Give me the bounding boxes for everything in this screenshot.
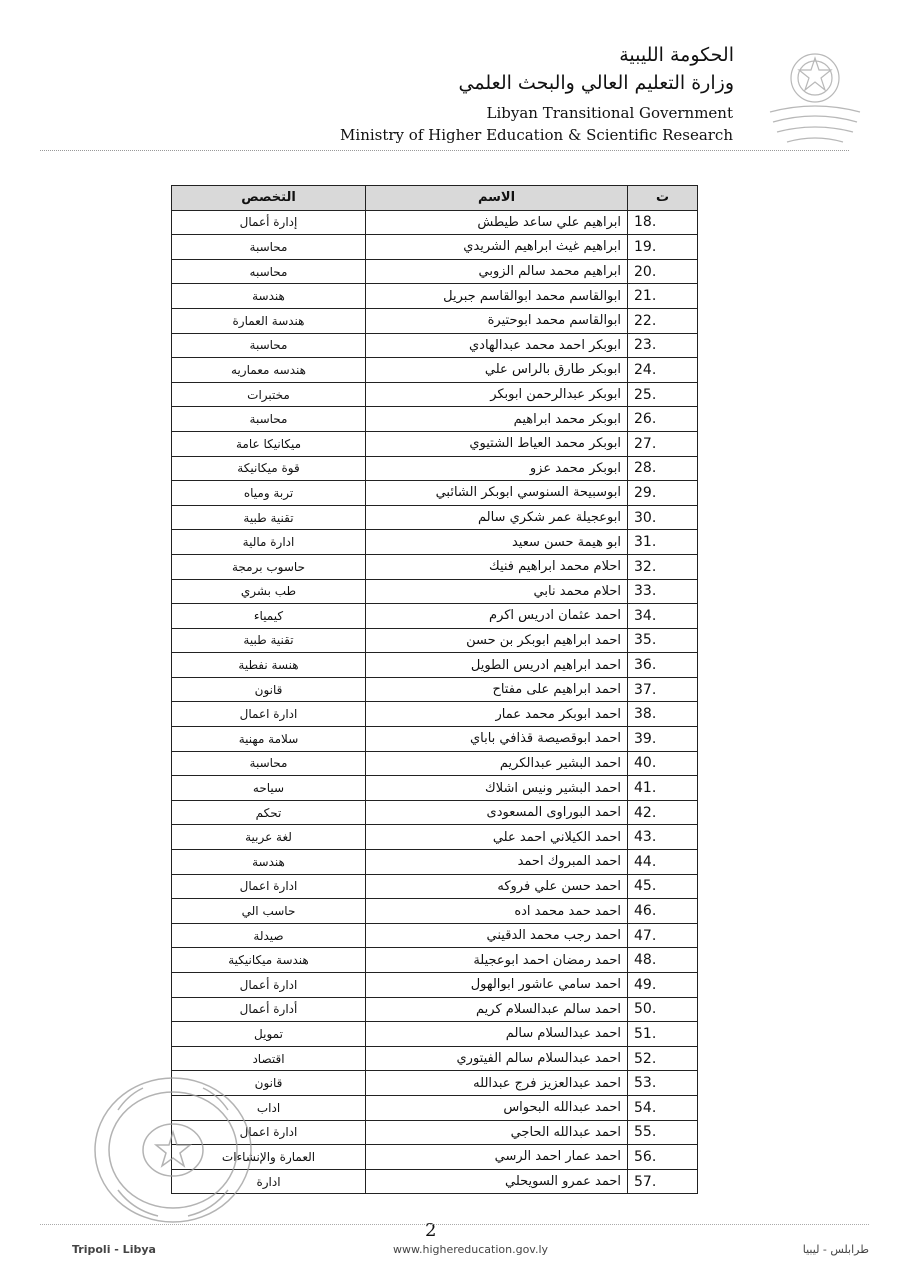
row-number: 46. [628, 899, 698, 924]
table-row [172, 604, 698, 629]
student-roster-table [171, 185, 698, 1194]
row-number: 54. [628, 1095, 698, 1120]
table-row [172, 259, 698, 284]
government-name-english: Libyan Transitional Government [486, 104, 733, 122]
row-specialty: تمويل [172, 1022, 366, 1047]
row-name: احمد عبدالله الحاجي [366, 1120, 628, 1145]
table-header-row [172, 186, 698, 211]
row-name: احلام محمد ابراهيم فنيك [366, 554, 628, 579]
row-name: ابراهيم غيث ابراهيم الشريدي [366, 235, 628, 260]
row-number: 19. [628, 235, 698, 260]
footer-divider [40, 1224, 869, 1225]
row-name: احمد ابوقصيصة قذافي باباي [366, 727, 628, 752]
footer-city-arabic: طرابلس - ليبيا [802, 1243, 869, 1256]
row-number: 56. [628, 1145, 698, 1170]
row-name: ابراهيم محمد سالم الزوبي [366, 259, 628, 284]
row-name: ابوالقاسم محمد ابوالقاسم جبريل [366, 284, 628, 309]
row-number: 40. [628, 751, 698, 776]
row-number: 35. [628, 628, 698, 653]
table-row [172, 481, 698, 506]
row-number: 20. [628, 259, 698, 284]
row-name: ابوبكر احمد محمد عبدالهادي [366, 333, 628, 358]
table-row [172, 1071, 698, 1096]
row-specialty: إدارة أعمال [172, 210, 366, 235]
row-number: 31. [628, 530, 698, 555]
row-name: احمد عمرو السويحلي [366, 1169, 628, 1194]
table-row [172, 702, 698, 727]
row-specialty: تحكم [172, 800, 366, 825]
row-name: احمد عبدالعزيز فرج عبدالله [366, 1071, 628, 1096]
table-row [172, 505, 698, 530]
row-specialty: سياحه [172, 776, 366, 801]
row-number: 55. [628, 1120, 698, 1145]
row-name: احلام محمد نابي [366, 579, 628, 604]
row-number: 33. [628, 579, 698, 604]
table-row [172, 948, 698, 973]
table-row [172, 776, 698, 801]
row-name: ابوالقاسم محمد ابوحتيرة [366, 308, 628, 333]
table-row [172, 1022, 698, 1047]
row-name: احمد سامي عاشور ابوالهول [366, 973, 628, 998]
row-name: احمد رجب محمد الدقيني [366, 923, 628, 948]
row-specialty: تقنية طبية [172, 505, 366, 530]
row-specialty: محاسبة [172, 751, 366, 776]
row-name: احمد حسن علي فروكه [366, 874, 628, 899]
column-header-number: ت [628, 186, 698, 211]
table-row [172, 1169, 698, 1194]
row-number: 45. [628, 874, 698, 899]
row-specialty: محاسبة [172, 333, 366, 358]
row-number: 26. [628, 407, 698, 432]
row-specialty: محاسبه [172, 259, 366, 284]
row-specialty: محاسبة [172, 407, 366, 432]
row-number: 36. [628, 653, 698, 678]
row-number: 47. [628, 923, 698, 948]
table-row [172, 530, 698, 555]
row-number: 25. [628, 382, 698, 407]
government-emblem-icon [765, 40, 865, 155]
row-name: احمد عثمان ادريس اكرم [366, 604, 628, 629]
table-row [172, 382, 698, 407]
row-name: ابوبكر محمد العياط الشتيوي [366, 431, 628, 456]
row-name: ابراهيم علي ساعد طيطش [366, 210, 628, 235]
row-name: احمد عمار احمد الرسي [366, 1145, 628, 1170]
row-specialty: تقنية طبية [172, 628, 366, 653]
row-number: 27. [628, 431, 698, 456]
table-row [172, 579, 698, 604]
row-name: احمد عبدالسلام سالم [366, 1022, 628, 1047]
row-number: 37. [628, 677, 698, 702]
row-specialty: هندسه معماريه [172, 358, 366, 383]
row-specialty: ادارة اعمال [172, 702, 366, 727]
row-number: 43. [628, 825, 698, 850]
row-name: احمد البشير عبدالكريم [366, 751, 628, 776]
row-name: ابوسبيحة السنوسي ابوبكر الشائبي [366, 481, 628, 506]
row-number: 32. [628, 554, 698, 579]
table-row [172, 850, 698, 875]
row-name: احمد ابراهيم على مفتاح [366, 677, 628, 702]
table-row [172, 1046, 698, 1071]
footer-city-english: Tripoli - Libya [72, 1243, 156, 1256]
row-specialty: اداب [172, 1095, 366, 1120]
row-specialty: محاسبة [172, 235, 366, 260]
row-name: احمد عبدالله البحواس [366, 1095, 628, 1120]
table-row [172, 899, 698, 924]
row-specialty: ادارة اعمال [172, 1120, 366, 1145]
row-name: احمد البوراوى المسعودى [366, 800, 628, 825]
row-specialty: مختبرات [172, 382, 366, 407]
row-number: 22. [628, 308, 698, 333]
table-row [172, 997, 698, 1022]
row-number: 44. [628, 850, 698, 875]
row-specialty: تربة ومياه [172, 481, 366, 506]
row-specialty: هنسة نفطية [172, 653, 366, 678]
row-name: ابو هيمة حسن سعيد [366, 530, 628, 555]
row-name: ابوعجيلة عمر شكري سالم [366, 505, 628, 530]
row-name: ابوبكر طارق بالراس علي [366, 358, 628, 383]
table-row [172, 210, 698, 235]
column-header-name: الاسم [366, 186, 628, 211]
row-specialty: هندسة [172, 284, 366, 309]
row-number: 51. [628, 1022, 698, 1047]
row-specialty: العمارة والإنشاءات [172, 1145, 366, 1170]
table-row [172, 973, 698, 998]
row-specialty: ادارة مالية [172, 530, 366, 555]
row-specialty: هندسة [172, 850, 366, 875]
header-divider [40, 150, 849, 151]
row-specialty: ادارة أعمال [172, 973, 366, 998]
row-name: احمد رمضان احمد ابوعجيلة [366, 948, 628, 973]
row-name: احمد سالم عبدالسلام كريم [366, 997, 628, 1022]
column-header-specialty: التخصص [172, 186, 366, 211]
row-number: 42. [628, 800, 698, 825]
row-specialty: ادارة اعمال [172, 874, 366, 899]
row-number: 21. [628, 284, 698, 309]
row-specialty: ميكانيكا عامة [172, 431, 366, 456]
row-number: 23. [628, 333, 698, 358]
ministry-name-arabic: وزارة التعليم العالي والبحث العلمي [458, 72, 734, 94]
row-number: 18. [628, 210, 698, 235]
row-number: 50. [628, 997, 698, 1022]
row-specialty: سلامة مهنية [172, 727, 366, 752]
table-row [172, 677, 698, 702]
row-specialty: لغة عربية [172, 825, 366, 850]
row-name: ابوبكر عبدالرحمن ابوبكر [366, 382, 628, 407]
table-row [172, 456, 698, 481]
row-number: 48. [628, 948, 698, 973]
row-specialty: صيدلة [172, 923, 366, 948]
table-row [172, 874, 698, 899]
table-row [172, 284, 698, 309]
row-number: 52. [628, 1046, 698, 1071]
page-number: 2 [425, 1220, 437, 1241]
table-row [172, 751, 698, 776]
row-name: احمد ابراهيم ابوبكر بن حسن [366, 628, 628, 653]
row-number: 24. [628, 358, 698, 383]
row-name: احمد الكيلاني احمد علي [366, 825, 628, 850]
table-row [172, 235, 698, 260]
table-row [172, 628, 698, 653]
row-number: 38. [628, 702, 698, 727]
table-row [172, 727, 698, 752]
row-specialty: هندسة العمارة [172, 308, 366, 333]
row-number: 57. [628, 1169, 698, 1194]
table-row [172, 358, 698, 383]
table-row [172, 825, 698, 850]
row-specialty: طب بشري [172, 579, 366, 604]
row-specialty: كيمياء [172, 604, 366, 629]
row-specialty: قانون [172, 677, 366, 702]
row-name: احمد حمد محمد اده [366, 899, 628, 924]
table-row [172, 333, 698, 358]
row-specialty: أدارة أعمال [172, 997, 366, 1022]
row-specialty: قوة ميكانيكة [172, 456, 366, 481]
row-number: 41. [628, 776, 698, 801]
row-specialty: حاسب الي [172, 899, 366, 924]
row-name: احمد المبروك احمد [366, 850, 628, 875]
footer-website: www.highereducation.gov.ly [393, 1243, 549, 1256]
row-specialty: حاسوب برمجة [172, 554, 366, 579]
row-name: احمد ابراهيم ادريس الطويل [366, 653, 628, 678]
row-name: ابوبكر محمد عزو [366, 456, 628, 481]
row-specialty: ادارة [172, 1169, 366, 1194]
row-specialty: قانون [172, 1071, 366, 1096]
table-row [172, 800, 698, 825]
ministry-name-english: Ministry of Higher Education & Scientific Research [340, 126, 733, 144]
table-row [172, 1145, 698, 1170]
table-row [172, 554, 698, 579]
row-number: 34. [628, 604, 698, 629]
row-name: ابوبكر محمد ابراهيم [366, 407, 628, 432]
row-name: احمد ابوبكر محمد عمار [366, 702, 628, 727]
row-number: 30. [628, 505, 698, 530]
table-row [172, 407, 698, 432]
row-number: 49. [628, 973, 698, 998]
table-row [172, 308, 698, 333]
row-number: 39. [628, 727, 698, 752]
table-row [172, 923, 698, 948]
row-specialty: هندسة ميكانيكية [172, 948, 366, 973]
row-specialty: اقتصاد [172, 1046, 366, 1071]
row-number: 53. [628, 1071, 698, 1096]
row-name: احمد عبدالسلام سالم الفيتوري [366, 1046, 628, 1071]
table-row [172, 431, 698, 456]
government-name-arabic: الحكومة الليبية [619, 44, 734, 66]
table-row [172, 1095, 698, 1120]
row-name: احمد البشير ونيس اشلاك [366, 776, 628, 801]
table-row [172, 1120, 698, 1145]
row-number: 28. [628, 456, 698, 481]
row-number: 29. [628, 481, 698, 506]
table-row [172, 653, 698, 678]
